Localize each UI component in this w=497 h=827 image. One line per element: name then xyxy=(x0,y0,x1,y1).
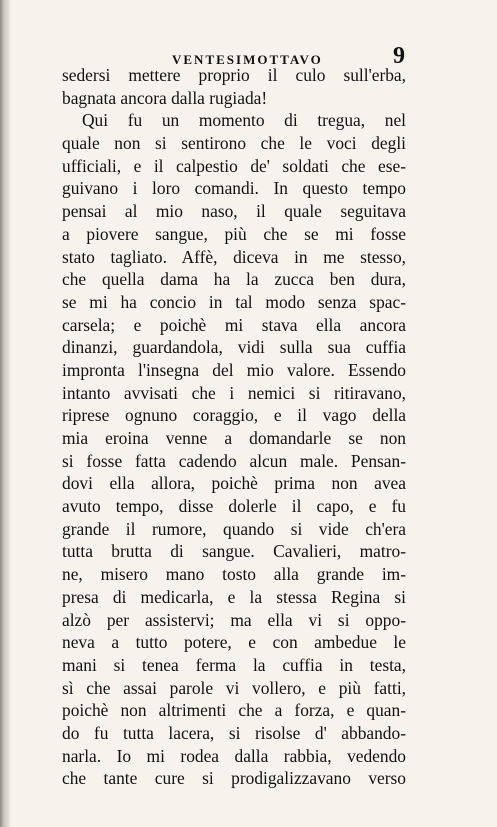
text-line: bagnata ancora dalla rugiada! xyxy=(62,87,268,108)
text-line: presa di medicarla, e la stessa Regina si xyxy=(62,586,406,607)
text-line: tutta brutta di sangue. Cavalieri, matro- xyxy=(62,541,406,562)
text-line: che quella dama ha la zucca ben dura, xyxy=(62,269,406,290)
text-line: ufficiali, e il calpestio de' soldati che ese- xyxy=(62,155,406,176)
text-line: impronta l'insegna del mio valore. Essendo xyxy=(62,359,406,380)
text-line: dovi ella allora, poichè prima non avea xyxy=(62,473,406,494)
running-title: VENTESIMOTTAVO xyxy=(172,52,323,67)
text-line: avuto tempo, disse dolerle il capo, e fu xyxy=(62,496,406,517)
text-line: a piovere sangue, più che se mi fosse xyxy=(62,223,406,244)
text-line: intanto avvisati che i nemici si ritiravano, xyxy=(62,382,406,403)
text-line: neva a tutto potere, e con ambedue le xyxy=(62,632,406,653)
text-line: carsela; e poichè mi stava ella ancora xyxy=(62,314,406,335)
text-line: sedersi mettere proprio il culo sull'erba, xyxy=(62,65,406,85)
text-line: mia eroina venne a domandarle se non xyxy=(62,428,406,448)
text-line: dinanzi, guardandola, vidi sulla sua cuffia xyxy=(62,337,406,358)
text-line: Qui fu un momento di tregua, nel xyxy=(82,110,406,131)
text-line: riprese ognuno coraggio, e il vago della xyxy=(62,405,406,426)
text-line: stato tagliato. Affè, diceva in me stesso, xyxy=(62,246,406,267)
text-line: se mi ha concio in tal modo senza spac- xyxy=(62,291,406,312)
text-line: grande il rumore, quando si vide ch'era xyxy=(62,518,406,539)
text-line: ne, misero mano tosto alla grande im- xyxy=(62,564,406,585)
text-line: guivano i loro comandi. In questo tempo xyxy=(62,178,406,199)
text-line: narla. Io mi rodea dalla rabbia, vedendo xyxy=(62,745,406,766)
text-line: pensai al mio naso, il quale seguitava xyxy=(62,201,406,222)
text-line: mani si tenea ferma la cuffia in testa, xyxy=(62,654,406,675)
text-line: quale non si sentirono che le voci degli xyxy=(62,133,406,154)
text-line: sì che assai parole vi vollero, e più fatti, xyxy=(62,677,406,698)
body-text xyxy=(62,64,406,790)
text-line: poichè non altrimenti che a forza, e quan- xyxy=(62,700,406,721)
text-line: si fosse fatta cadendo alcun male. Pensan- xyxy=(62,450,406,471)
page-binding-edge xyxy=(0,0,10,827)
text-line: alzò per assistervi; ma ella vi si oppo- xyxy=(62,609,406,630)
text-line: do fu tutta lacera, si risolse d' abbando- xyxy=(62,722,406,743)
page-number: 9 xyxy=(393,43,405,69)
text-line: che tante cure si prodigalizzavano verso xyxy=(62,768,406,789)
